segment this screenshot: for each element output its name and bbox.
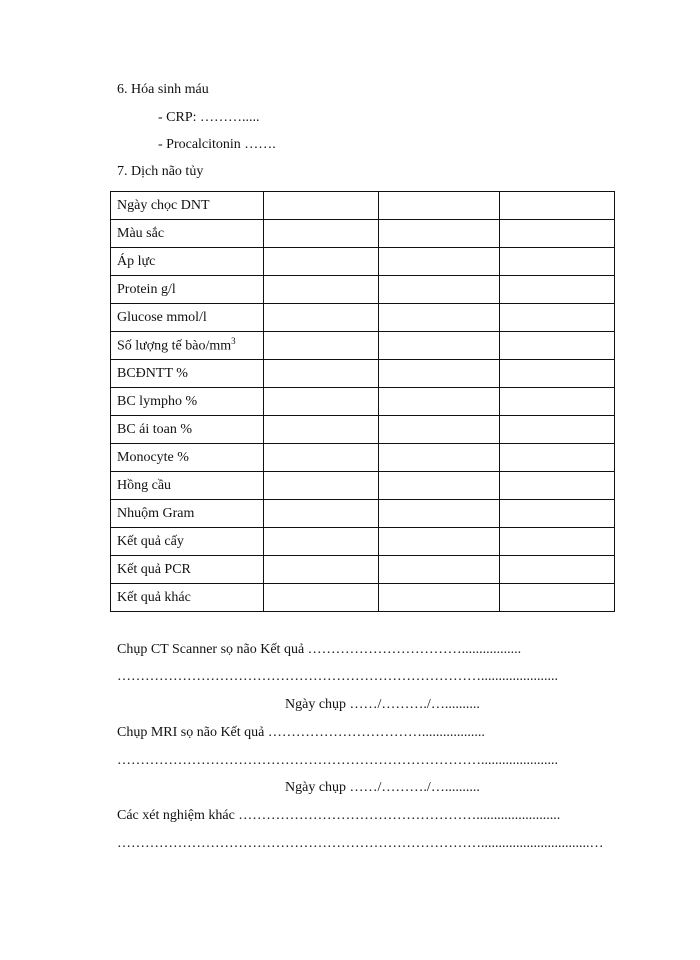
row-label-text: BCĐNTT % bbox=[117, 365, 188, 381]
value-cell[interactable] bbox=[379, 388, 500, 416]
value-cell[interactable] bbox=[264, 220, 379, 248]
ct-scan-dots: ……………………………………………………………………...................... bbox=[117, 669, 558, 684]
row-label bbox=[111, 500, 264, 528]
row-label-text: Nhuộm Gram bbox=[117, 505, 195, 521]
superscript: 3 bbox=[231, 336, 236, 347]
value-cell[interactable] bbox=[264, 416, 379, 444]
table-row bbox=[111, 416, 615, 444]
row-label-text: Màu sắc bbox=[117, 225, 165, 241]
value-cell[interactable] bbox=[500, 304, 615, 332]
value-cell[interactable] bbox=[500, 332, 615, 360]
value-cell[interactable] bbox=[264, 472, 379, 500]
value-cell[interactable] bbox=[264, 556, 379, 584]
table-row bbox=[111, 304, 615, 332]
value-cell[interactable] bbox=[264, 500, 379, 528]
value-cell[interactable] bbox=[379, 248, 500, 276]
table-row bbox=[111, 556, 615, 584]
value-cell[interactable] bbox=[379, 500, 500, 528]
value-cell[interactable] bbox=[500, 416, 615, 444]
value-cell[interactable] bbox=[264, 388, 379, 416]
row-label bbox=[111, 248, 264, 276]
table-row bbox=[111, 248, 615, 276]
table-row bbox=[111, 220, 615, 248]
crp-line: - CRP: ………..... bbox=[158, 110, 260, 125]
value-cell[interactable] bbox=[379, 220, 500, 248]
row-label-text: BC lympho % bbox=[117, 393, 198, 409]
row-label bbox=[111, 472, 264, 500]
value-cell[interactable] bbox=[264, 276, 379, 304]
row-label bbox=[111, 556, 264, 584]
value-cell[interactable] bbox=[379, 192, 500, 220]
value-cell[interactable] bbox=[264, 360, 379, 388]
row-label bbox=[111, 192, 264, 220]
row-label-text: Áp lực bbox=[117, 253, 156, 269]
csf-table bbox=[110, 191, 615, 612]
value-cell[interactable] bbox=[264, 304, 379, 332]
value-cell[interactable] bbox=[500, 444, 615, 472]
value-cell[interactable] bbox=[500, 528, 615, 556]
section-7-heading: 7. Dịch não tủy bbox=[117, 164, 204, 179]
table-row bbox=[111, 332, 615, 360]
table-row bbox=[111, 192, 615, 220]
value-cell[interactable] bbox=[264, 192, 379, 220]
table-row bbox=[111, 360, 615, 388]
value-cell[interactable] bbox=[500, 192, 615, 220]
row-label-text: Protein g/l bbox=[117, 281, 176, 297]
value-cell[interactable] bbox=[500, 584, 615, 612]
value-cell[interactable] bbox=[264, 528, 379, 556]
value-cell[interactable] bbox=[500, 472, 615, 500]
value-cell[interactable] bbox=[500, 556, 615, 584]
row-label bbox=[111, 388, 264, 416]
other-tests-line: Các xét nghiệm khác ……………………………………………........................ bbox=[117, 808, 561, 823]
value-cell[interactable] bbox=[379, 472, 500, 500]
value-cell[interactable] bbox=[500, 388, 615, 416]
value-cell[interactable] bbox=[500, 500, 615, 528]
row-label-text: Số lượng tế bào/mm bbox=[117, 338, 232, 354]
other-tests-dots: ……………………………………………………………………...............................… bbox=[117, 836, 604, 851]
row-label bbox=[111, 220, 264, 248]
mri-line: Chụp MRI sọ não Kết quả …………………………….................. bbox=[117, 725, 485, 740]
value-cell[interactable] bbox=[264, 248, 379, 276]
row-label bbox=[111, 304, 264, 332]
value-cell[interactable] bbox=[500, 248, 615, 276]
value-cell[interactable] bbox=[264, 444, 379, 472]
value-cell[interactable] bbox=[264, 584, 379, 612]
value-cell[interactable] bbox=[379, 360, 500, 388]
mri-date: Ngày chụp ……/………./….......... bbox=[285, 780, 480, 795]
row-label bbox=[111, 444, 264, 472]
procalcitonin-line: - Procalcitonin ……. bbox=[158, 137, 276, 152]
table-row bbox=[111, 528, 615, 556]
row-label-text: Kết quả PCR bbox=[117, 561, 191, 577]
row-label-text: Glucose mmol/l bbox=[117, 309, 207, 325]
value-cell[interactable] bbox=[264, 332, 379, 360]
value-cell[interactable] bbox=[500, 220, 615, 248]
table-row bbox=[111, 388, 615, 416]
value-cell[interactable] bbox=[379, 444, 500, 472]
row-label-text: Kết quả khác bbox=[117, 589, 191, 605]
mri-dots: ……………………………………………………………………...................... bbox=[117, 753, 558, 768]
value-cell[interactable] bbox=[379, 416, 500, 444]
row-label bbox=[111, 332, 264, 360]
ct-scan-line: Chụp CT Scanner sọ não Kết quả ……………………………................. bbox=[117, 642, 522, 657]
section-6-heading: 6. Hóa sinh máu bbox=[117, 82, 209, 97]
row-label-text: Monocyte % bbox=[117, 449, 189, 465]
row-label bbox=[111, 584, 264, 612]
row-label bbox=[111, 360, 264, 388]
row-label bbox=[111, 528, 264, 556]
value-cell[interactable] bbox=[500, 276, 615, 304]
row-label bbox=[111, 276, 264, 304]
value-cell[interactable] bbox=[379, 528, 500, 556]
value-cell[interactable] bbox=[379, 276, 500, 304]
table-row bbox=[111, 472, 615, 500]
table-row bbox=[111, 584, 615, 612]
table-row bbox=[111, 276, 615, 304]
row-label-text: Ngày chọc DNT bbox=[117, 197, 210, 213]
value-cell[interactable] bbox=[379, 304, 500, 332]
value-cell[interactable] bbox=[379, 556, 500, 584]
value-cell[interactable] bbox=[500, 360, 615, 388]
ct-scan-date: Ngày chụp ……/………./….......... bbox=[285, 697, 480, 712]
row-label bbox=[111, 416, 264, 444]
row-label-text: Hồng cầu bbox=[117, 477, 172, 493]
value-cell[interactable] bbox=[379, 332, 500, 360]
table-row bbox=[111, 444, 615, 472]
table-row bbox=[111, 500, 615, 528]
row-label-text: Kết quả cấy bbox=[117, 533, 184, 549]
value-cell[interactable] bbox=[379, 584, 500, 612]
row-label-text: BC ái toan % bbox=[117, 421, 193, 437]
